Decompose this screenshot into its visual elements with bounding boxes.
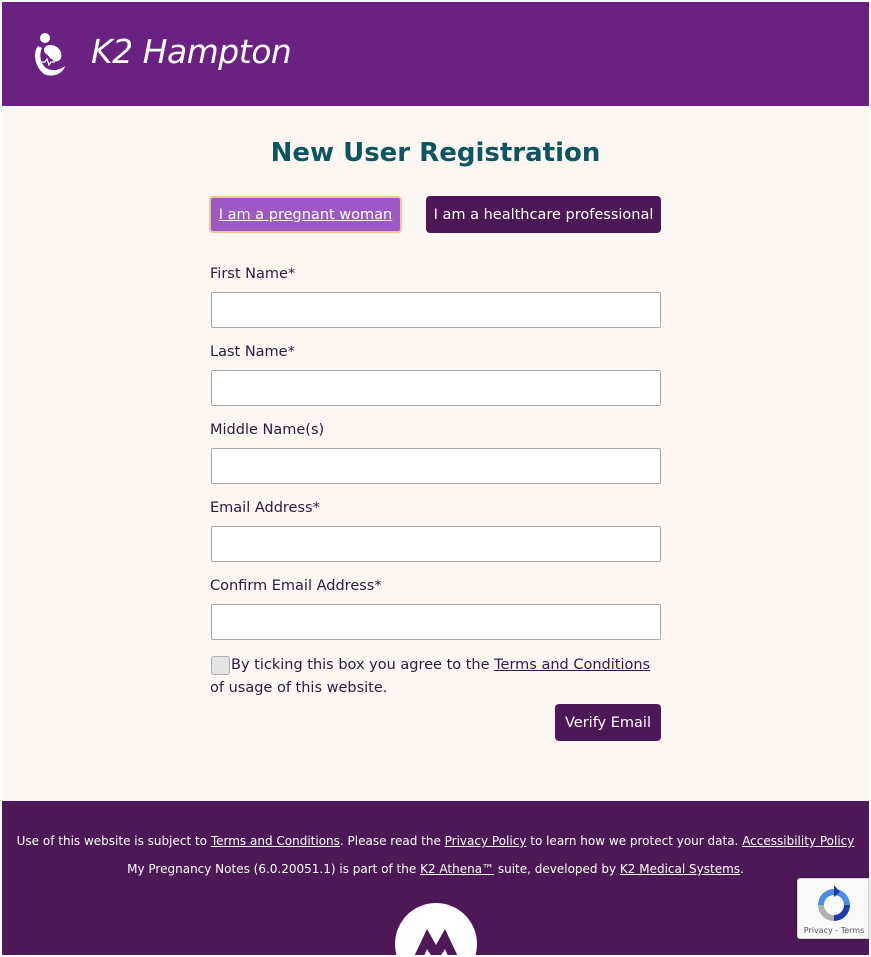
footer-terms-link[interactable]: Terms and Conditions [210,834,340,848]
first-name-label: First Name* [210,266,296,282]
last-name-label: Last Name* [210,344,295,360]
footer-text: suite, developed by [494,862,620,876]
terms-agreement-suffix: of usage of this website. [210,680,388,696]
email-input[interactable] [211,526,661,562]
footer-k2-medical-link[interactable]: K2 Medical Systems [619,862,741,876]
middle-name-label: Middle Name(s) [210,422,325,438]
site-footer [2,801,869,955]
footer-text: Use of this website is subject to [16,834,211,848]
pregnant-woman-button[interactable]: I am a pregnant woman [209,196,402,233]
confirm-email-input[interactable] [211,604,661,640]
first-name-input[interactable] [211,292,661,328]
mother-baby-heart-icon [30,32,66,78]
k2-logo-icon [395,903,477,955]
page-title: New User Registration [270,138,601,168]
recaptcha-badge[interactable] [797,878,869,939]
middle-name-input[interactable] [211,448,661,484]
registration-section [2,106,869,801]
recaptcha-privacy-terms[interactable]: Privacy - Terms [803,926,865,935]
last-name-input[interactable] [211,370,661,406]
footer-text: . [740,862,744,876]
confirm-email-label: Confirm Email Address* [210,578,382,594]
terms-agreement-prefix: By ticking this box you agree to the [231,657,495,673]
verify-email-button[interactable]: Verify Email [555,704,661,741]
brand-name: K2 Hampton [91,32,292,71]
terms-link[interactable]: Terms and Conditions [494,657,651,673]
footer-text: My Pregnancy Notes (6.0.20051.1) is part of the [127,862,421,876]
recaptcha-icon [814,885,854,925]
footer-privacy-link[interactable]: Privacy Policy [444,834,527,848]
email-label: Email Address* [210,500,320,516]
footer-text: to learn how we protect your data. [526,834,743,848]
page-frame [2,2,869,955]
site-header [2,2,869,106]
footer-legal-line [2,834,869,848]
terms-checkbox[interactable] [211,656,230,675]
healthcare-professional-button[interactable]: I am a healthcare professional [426,196,661,233]
footer-version-line [2,862,869,876]
footer-text: . Please read the [339,834,445,848]
footer-k2-athena-link[interactable]: K2 Athena™ [420,862,495,876]
footer-accessibility-link[interactable]: Accessibility Policy [742,834,855,848]
terms-agreement-text [231,657,650,673]
